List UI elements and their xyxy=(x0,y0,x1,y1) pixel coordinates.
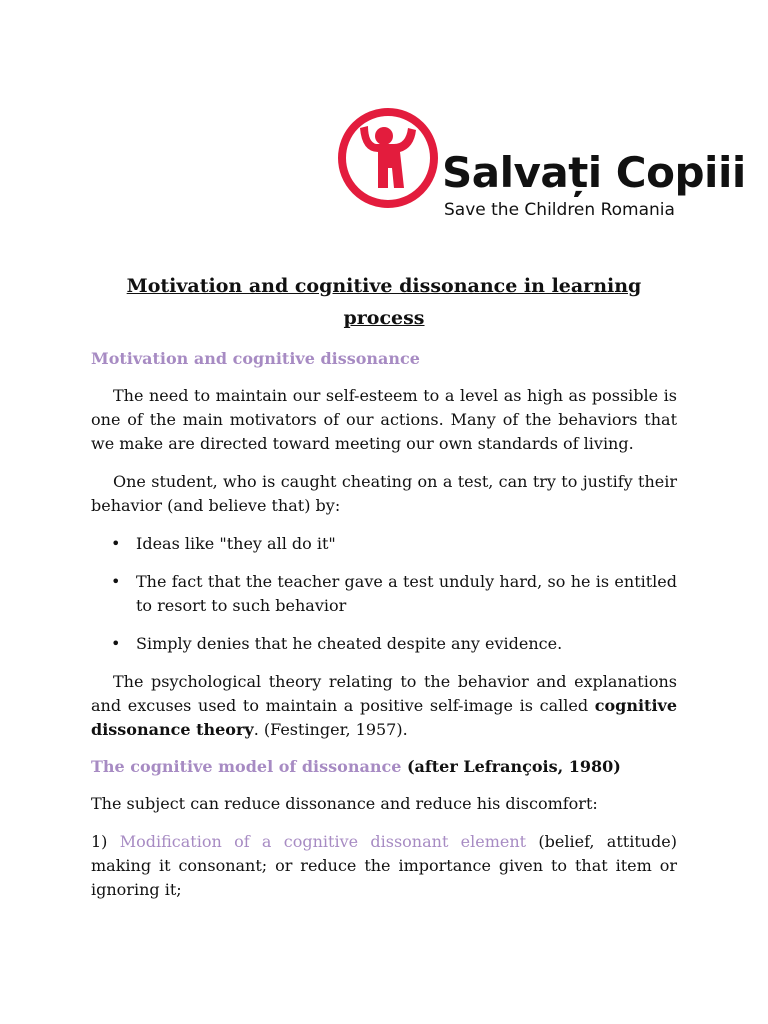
item-highlight: Modification of a cognitive dissonant element xyxy=(119,832,527,851)
bullet-icon: • xyxy=(111,572,121,591)
logo-title: Salvați Copiii xyxy=(442,148,746,197)
section-heading-cognitive-model xyxy=(91,756,677,778)
paragraph-self-esteem: The need to maintain our self-esteem to a level as high as possible is one of the main motivators of our actions. Many of the behaviors that we make are directed toward meeting our own standards of living. xyxy=(91,386,677,453)
section-heading-motivation: Motivation and cognitive dissonance xyxy=(91,349,420,368)
section-heading-citation: (after Lefrançois, 1980) xyxy=(406,757,621,776)
list-item xyxy=(111,632,677,656)
list-item-text: The fact that the teacher gave a test unduly hard, so he is entitled to resort to such behavior xyxy=(136,572,677,615)
paragraph-student-cheating: One student, who is caught cheating on a test, can try to justify their behavior (and believe that) by: xyxy=(91,472,677,515)
theory-citation: . (Festinger, 1957). xyxy=(253,720,408,739)
item-text: (belief, attitude) making it consonant; or reduce the importance given to that item or ignoring it; xyxy=(91,832,678,899)
child-emblem-icon xyxy=(338,108,438,208)
item-number: 1) xyxy=(91,832,108,851)
justification-list xyxy=(91,532,677,656)
numbered-item-1 xyxy=(91,830,677,902)
paragraph-reduce-dissonance: The subject can reduce dissonance and reduce his discomfort: xyxy=(91,794,598,813)
list-item xyxy=(111,532,677,556)
save-the-children-logo xyxy=(338,108,746,228)
list-item-text: Ideas like "they all do it" xyxy=(136,534,336,553)
list-item-text: Simply denies that he cheated despite any evidence. xyxy=(136,634,563,653)
document-title: Motivation and cognitive dissonance in learning process xyxy=(126,275,642,329)
bullet-icon: • xyxy=(111,534,121,553)
list-item xyxy=(111,570,677,618)
logo-subtitle: Save the Children Romania xyxy=(444,200,675,220)
document-body xyxy=(91,270,677,916)
paragraph-theory xyxy=(91,670,677,742)
theory-name: cognitive dissonance theory xyxy=(91,696,677,739)
theory-text-start: The psychological theory relating to the behavior and explanations and excuses used to maintain a positive self-image is called xyxy=(91,672,677,715)
bullet-icon: • xyxy=(111,634,121,653)
section-heading-text: The cognitive model of dissonance xyxy=(91,757,402,776)
